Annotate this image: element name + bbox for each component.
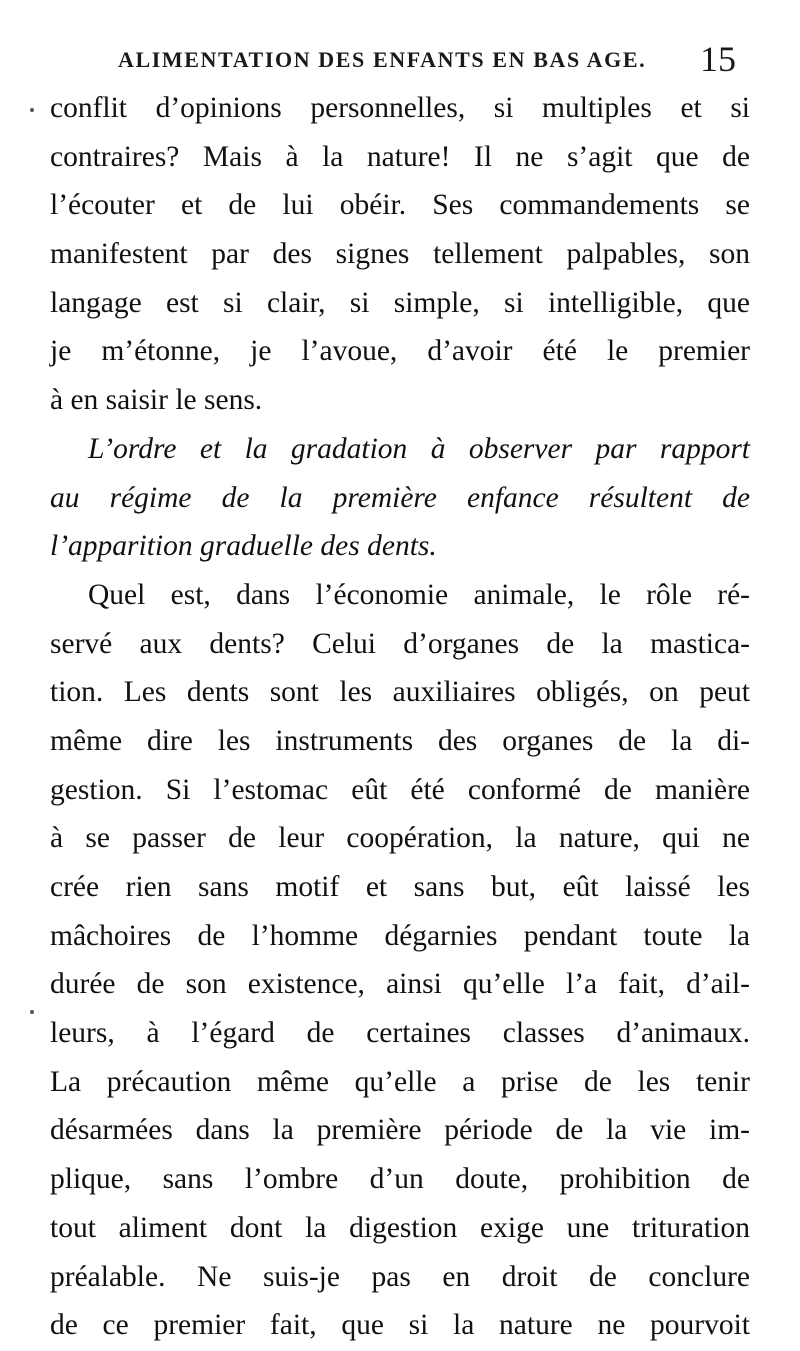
text-line: de ce premier fait, que si la nature ne pourvoit [50, 1309, 750, 1342]
italic-heading-line: L’ordre et la gradation à observer par rapport [88, 432, 750, 465]
running-head [118, 38, 736, 78]
text-line: plique, sans l’ombre d’un doute, prohibition de [50, 1163, 750, 1196]
text-line: à en saisir le sens. [50, 384, 263, 417]
text-line: crée rien sans motif et sans but, eût laissé les [50, 871, 750, 903]
text-line: gestion. Si l’estomac eût été conformé de manière [50, 773, 750, 806]
italic-heading-line: au régime de la première enfance résultent de [50, 481, 750, 514]
margin-dot [30, 108, 34, 112]
text-line: servé aux dents? Celui d’organes de la mastica- [50, 627, 750, 660]
margin-dot [30, 1010, 34, 1014]
body-text [50, 84, 750, 1350]
text-line: manifestent par des signes tellement palpables, son [50, 238, 750, 271]
text-line: tion. Les dents sont les auxiliaires obligés, on peut [50, 676, 750, 709]
text-line: l’écouter et de lui obéir. Ses commandements se [50, 189, 750, 222]
text-line: à se passer de leur coopération, la nature, qui ne [50, 822, 750, 855]
text-line: La précaution même qu’elle a prise de les tenir [50, 1065, 750, 1098]
text-line: conflit d’opinions personnelles, si multiples et si [50, 92, 750, 124]
text-line: leurs, à l’égard de certaines classes d’animaux. [50, 1017, 750, 1050]
text-line: mâchoires de l’homme dégarnies pendant toute la [50, 919, 750, 952]
italic-heading-line: l’apparition graduelle des dents. [50, 530, 437, 563]
text-line: contraires? Mais à la nature! Il ne s’agit que de [50, 140, 750, 173]
text-line: tout aliment dont la digestion exige une trituration [50, 1211, 750, 1244]
text-line: Quel est, dans l’économie animale, le rôle ré- [88, 578, 750, 611]
text-line: langage est si clair, si simple, si intelligible, que [50, 286, 750, 319]
page-number: 15 [700, 39, 736, 79]
text-line: désarmées dans la première période de la vie im- [50, 1114, 750, 1147]
running-title: ALIMENTATION DES ENFANTS EN BAS AGE. [118, 47, 647, 72]
text-line: je m’étonne, je l’avoue, d’avoir été le premier [50, 335, 750, 368]
text-line: même dire les instruments des organes de la di- [50, 724, 750, 757]
text-line: durée de son existence, ainsi qu’elle l’a fait, d’ail- [50, 968, 750, 1001]
text-line: préalable. Ne suis-je pas en droit de conclure [50, 1260, 750, 1293]
